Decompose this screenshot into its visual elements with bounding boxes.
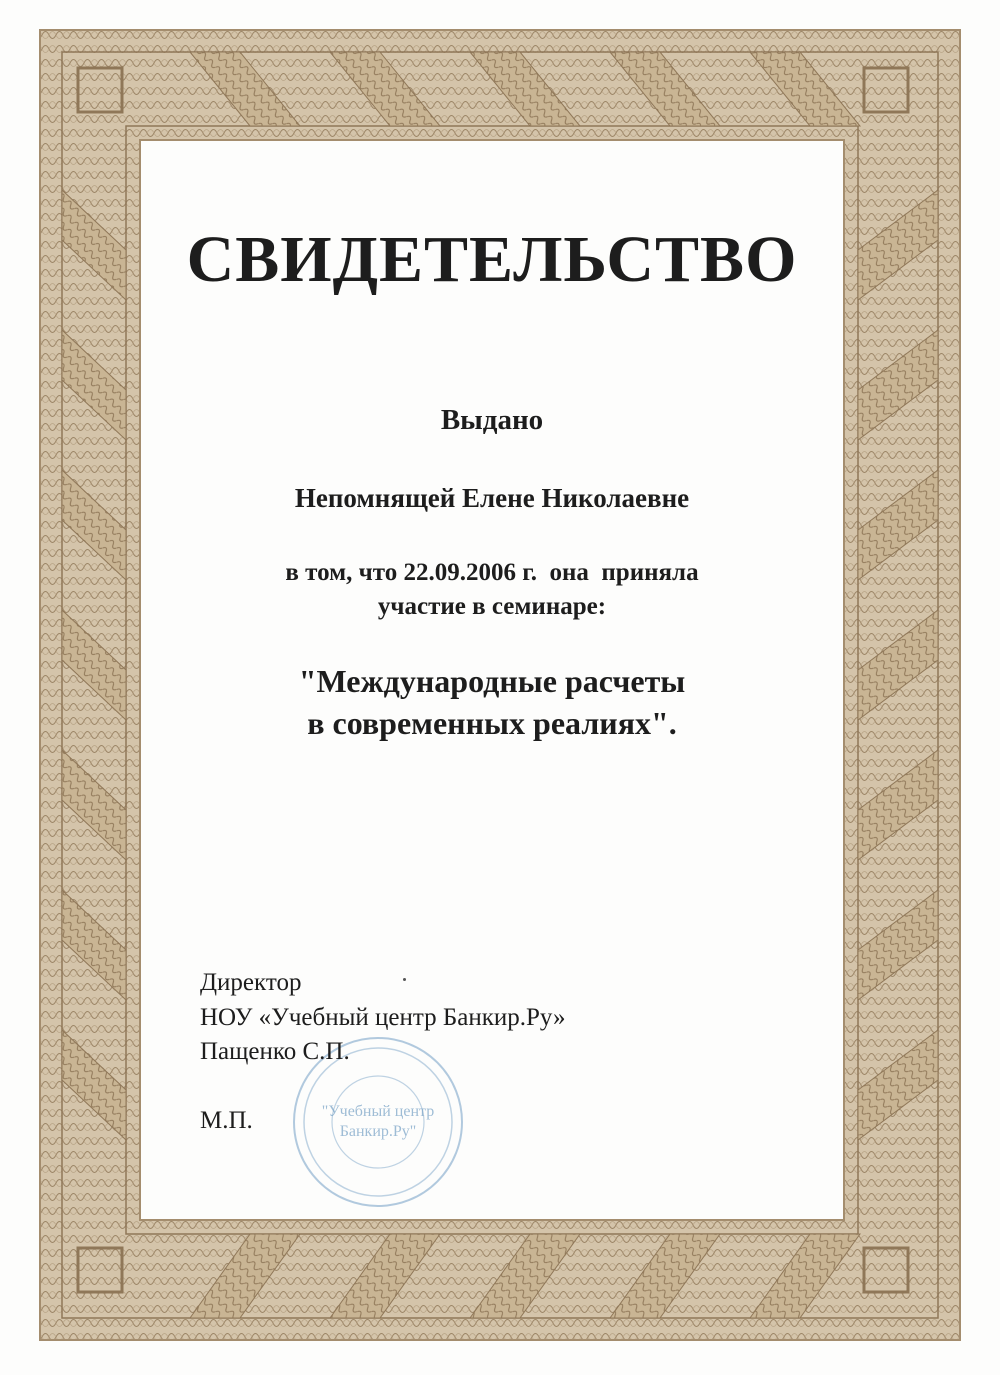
certificate-title: СВИДЕТЕЛЬСТВО	[186, 223, 798, 296]
ink-speck	[403, 978, 406, 981]
signatory-position: Директор	[200, 969, 302, 996]
recipient-name: Непомнящей Елене Николаевне	[294, 483, 690, 513]
stamp-text-line-1: "Учебный центр	[321, 1103, 435, 1120]
seminar-title-line-2: в современных реалиях".	[307, 705, 677, 741]
issued-label: Выдано	[440, 404, 544, 436]
statement-line-1: в том, что 22.09.2006 г. она приняла	[285, 559, 699, 586]
statement-line-2: участие в семинаре:	[377, 593, 607, 620]
seal-mark: М.П.	[200, 1107, 253, 1134]
signatory-organization: НОУ «Учебный центр Банкир.Ру»	[200, 1004, 566, 1031]
seminar-title-line-1: "Международные расчеты	[298, 663, 686, 699]
certificate-body	[140, 140, 844, 1220]
stamp-text-line-2: Банкир.Ру"	[339, 1123, 417, 1140]
signatory-name: Пащенко С.П.	[200, 1038, 350, 1065]
